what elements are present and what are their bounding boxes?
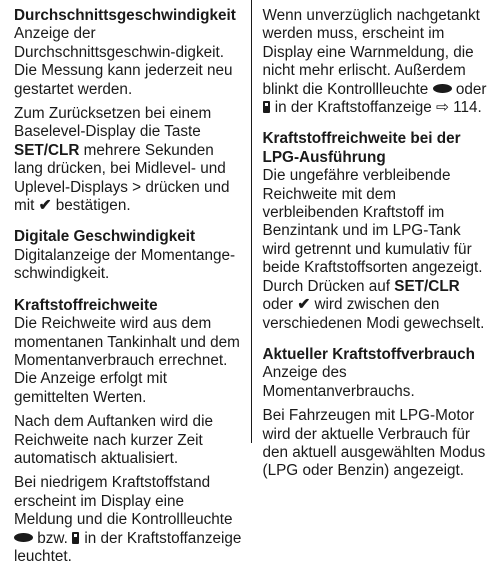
paragraph: Anzeige der Durchschnittsgeschwin-digkeit. Die Messung kann jederzeit neu gestartet werden. [14, 25, 233, 98]
control-lamp-icon [433, 84, 452, 93]
two-column-layout [14, 7, 492, 565]
text: bestätigen. [51, 197, 131, 215]
text: Bei niedrigem Kraftstoffstand erscheint im Display eine Meldung und die Kontrollleuchte [14, 474, 233, 529]
fuel-pump-icon [263, 101, 271, 113]
section-title-current-consumption: Aktueller Kraftstoffverbrauch [262, 345, 476, 363]
paragraph: Anzeige des Momentanverbrauchs. [262, 364, 415, 400]
right-column [252, 7, 493, 480]
control-lamp-icon [14, 533, 33, 542]
key-label: SET/CLR [394, 277, 460, 295]
text: mehrere Sekunden lang drücken, bei Midlevel- und Uplevel-Displays > drücken und mit [14, 141, 230, 215]
section-title-lpg-range: Kraftstoffreichweite bei der LPG-Ausführung [262, 130, 461, 166]
paragraph: Bei Fahrzeugen mit LPG-Motor wird der aktuelle Verbrauch für den aktuell ausgewählten Modus (LPG oder Benzin) angezeigt. [262, 407, 486, 480]
paragraph: Nach dem Auftanken wird die Reichweite nach kurzer Zeit automatisch aktualisiert. [14, 413, 213, 467]
text: in der Kraftstoffanzeige [270, 99, 437, 117]
paragraph [14, 105, 244, 215]
paragraph [14, 474, 244, 566]
section-title-average-speed: Durchschnittsgeschwindigkeit [14, 7, 236, 24]
section-title-digital-speed: Digitale Geschwindigkeit [14, 228, 196, 246]
text: oder [262, 296, 298, 314]
check-icon: ✔ [297, 296, 311, 314]
page-reference-link[interactable]: ⇨ 114. [436, 99, 482, 117]
section-title-fuel-range: Kraftstoffreichweite [14, 296, 158, 314]
text: bzw. [33, 529, 73, 547]
text: in der Kraftstoffanzeige leuchtet. [14, 529, 242, 565]
fuel-pump-icon [72, 532, 80, 544]
text: Die ungefähre verbleibende Reichweite mit dem verbleibenden Kraftstoff im Benzintank und im LPG-Tank wird getrennt und kumulativ für beide Kraftstoffsorten angezeigt. Durch Drücken auf [262, 167, 483, 295]
paragraph [263, 7, 493, 117]
text: oder [451, 80, 487, 98]
paragraph [263, 167, 493, 333]
paragraph: Die Reichweite wird aus dem momentanen Tankinhalt und dem Momentanverbrauch errechnet. Die Anzeige erfolgt mit gemittelten Werten. [14, 315, 240, 406]
text: Zum Zurücksetzen bei einem Baselevel-Display die Taste [14, 105, 212, 141]
left-column [14, 7, 251, 565]
check-icon: ✔ [38, 197, 52, 215]
paragraph: Digitalanzeige der Momentange-schwindigkeit. [14, 246, 236, 283]
text: wird zwischen den verschiedenen Modi gewechselt. [262, 296, 485, 332]
key-label: SET/CLR [14, 141, 80, 159]
text: Wenn unverzüglich nachgetankt werden muss, erscheint im Display eine Warnmeldung, die nicht mehr erlischt. Außerdem blinkt die Kontrollleuchte [262, 7, 480, 98]
